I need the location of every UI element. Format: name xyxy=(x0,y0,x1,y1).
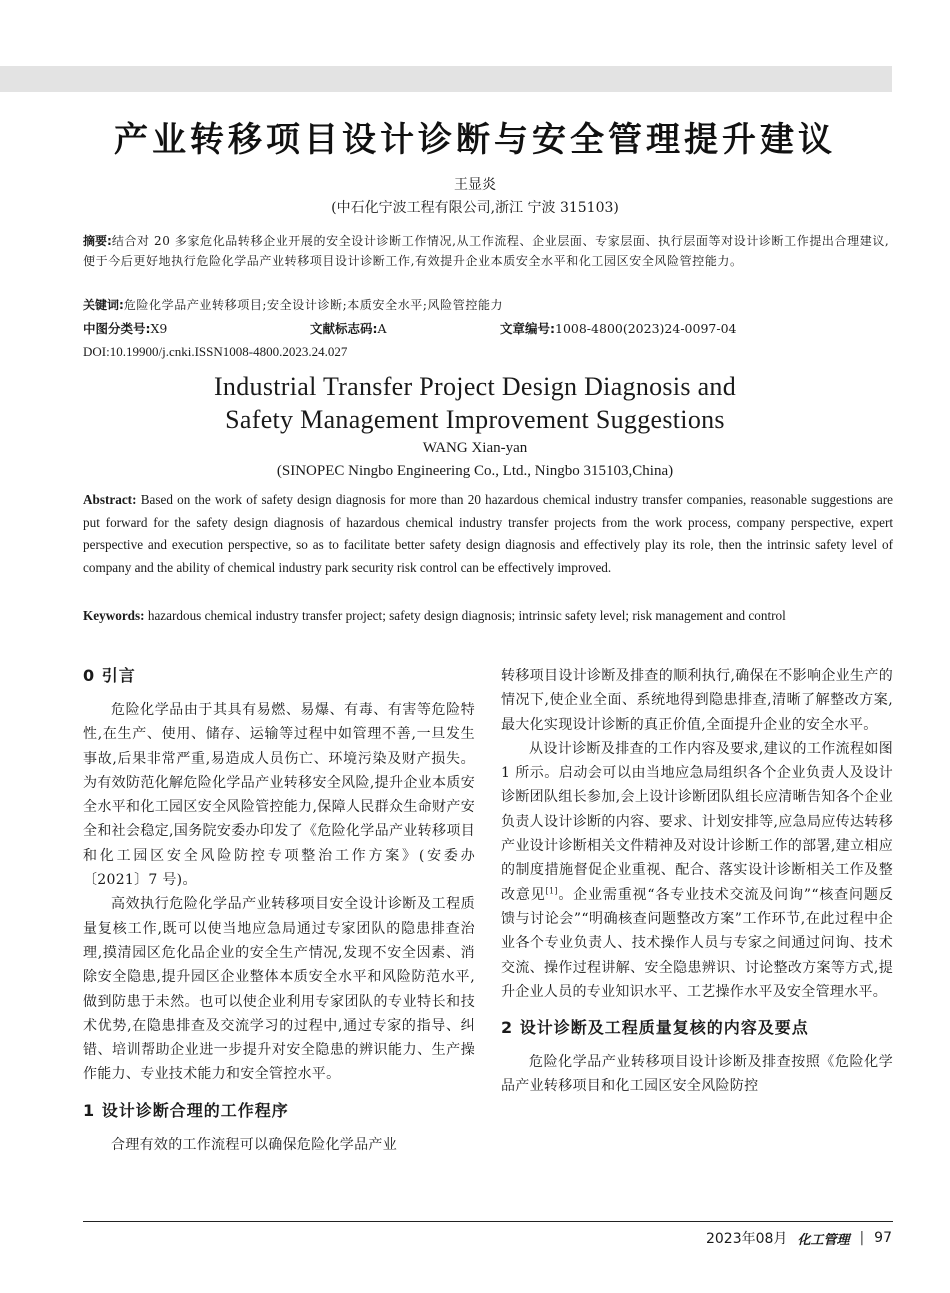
page-footer xyxy=(706,1228,892,1248)
footer-divider xyxy=(83,1221,893,1222)
paragraph-procedure-1-cont: 转移项目设计诊断及排查的顺利执行,确保在不影响企业生产的情况下,使企业全面、系统地得到隐患排查,清晰了解整改方案,最大化实现设计诊断的真正价值,全面提升企业的安全水平。 xyxy=(501,668,893,733)
document-code-label: 文献标志码: xyxy=(310,321,378,336)
keywords-cn xyxy=(83,295,893,315)
body-column-left xyxy=(83,664,475,1157)
section-heading-1: 1 设计诊断合理的工作程序 xyxy=(83,1100,289,1120)
abstract-cn xyxy=(83,231,893,271)
document-code xyxy=(310,319,387,337)
document-code-value: A xyxy=(377,321,387,336)
keywords-cn-label: 关键词: xyxy=(83,298,124,312)
author-en: WANG Xian-yan xyxy=(422,440,528,456)
title-cn: 产业转移项目设计诊断与安全管理提升建议 xyxy=(114,120,836,160)
keywords-en xyxy=(83,605,893,628)
keywords-en-text: hazardous chemical industry transfer project; safety design diagnosis; intrinsic safety level; risk management and control xyxy=(147,608,786,623)
author-cn: 王显炎 xyxy=(454,177,496,193)
abstract-cn-text: 结合对 20 多家危化品转移企业开展的安全设计诊断工作情况,从工作流程、企业层面、专家层面、执行层面等对设计诊断工作提出合理建议,便于今后更好地执行危险化学品产业转移项目设计诊断工作,有效提升企业本质安全水平和化工园区安全风险管控能力。 xyxy=(83,234,890,268)
abstract-en xyxy=(83,489,893,579)
affiliation-en: (SINOPEC Ningbo Engineering Co., Ltd., Ningbo 315103,China) xyxy=(276,463,674,479)
issue-date: 2023年08月 xyxy=(705,1231,788,1247)
paragraph-intro-1: 危险化学品由于其具有易燃、易爆、有毒、有害等危险特性,在生产、使用、储存、运输等过程中如管理不善,一旦发生事故,后果非常严重,易造成人员伤亡、环境污染及财产损失。为有效防范化解危险化学品产业转移安全风险,提升企业本质安全水平和化工园区安全风险管控能力,保障人民群众生命财产安全和社会稳定,国务院安委办印发了《危险化学品产业转移项目和化工园区安全风险防控专项整治工作方案》(安委办〔2021〕7 号)。 xyxy=(83,702,475,889)
clc-number xyxy=(83,319,167,337)
paragraph-content-1: 危险化学品产业转移项目设计诊断及排查按照《危险化学品产业转移项目和化工园区安全风险防控 xyxy=(501,1054,893,1095)
article-number xyxy=(500,319,736,337)
body-column-right xyxy=(501,664,893,1099)
header-bar xyxy=(0,66,892,92)
section-heading-2: 2 设计诊断及工程质量复核的内容及要点 xyxy=(501,1018,809,1038)
section-heading-0: 0 引言 xyxy=(83,666,136,685)
abstract-en-label: Abstract: xyxy=(83,492,137,507)
paragraph-procedure-2 xyxy=(501,737,893,1004)
clc-value: X9 xyxy=(150,321,168,336)
article-number-value: 1008-4800(2023)24-0097-04 xyxy=(555,321,737,336)
footer-separator: | xyxy=(859,1230,865,1246)
paragraph-procedure-2-part-b: 。企业需重视“各专业技术交流及问询”“核查问题反馈与讨论会”“明确核查问题整改方案”工作环节,在此过程中企业各个专业负责人、技术操作人员与专家之间通过问询、技术交流、操作过程讲解、安全隐患辨识、讨论整改方案等方式,提升企业人员的专业知识水平、工艺操作水平及安全管理水平。 xyxy=(501,886,894,1000)
doi: DOI:10.19900/j.cnki.ISSN1008-4800.2023.24.027 xyxy=(83,344,348,359)
paragraph-intro-2: 高效执行危险化学品产业转移项目安全设计诊断及工程质量复核工作,既可以使当地应急局通过专家团队的隐患排查治理,摸清园区危化品企业的安全生产情况,发现不安全因素、消除安全隐患,提升园区企业整体本质安全水平和风险防范水平,做到防患于未然。也可以使企业利用专家团队的专业特长和技术优势,在隐患排查及交流学习的过程中,通过专家的指导、纠错、培训帮助企业进一步提升对安全隐患的辨识能力、生产操作能力、专业技术能力和安全管控水平。 xyxy=(83,896,475,1083)
citation-1: [1] xyxy=(545,886,558,896)
affiliation-cn: (中石化宁波工程有限公司,浙江 宁波 315103) xyxy=(331,200,619,216)
title-en-line-1: Industrial Transfer Project Design Diagnosis and xyxy=(213,372,737,401)
title-en-line-2: Safety Management Improvement Suggestions xyxy=(225,405,725,434)
abstract-en-text: Based on the work of safety design diagnosis for more than 20 hazardous chemical industry transfer companies, reasonable suggestions are put forward for the safety design diagnosis of hazardous chemical industry transfer projects from the work process, company perspective, expert perspective and execution perspective, so as to facilitate better safety design diagnosis and effectively play its role, then the intrinsic safety level of company and the ability of chemical industry park security risk control can be effectively improved. xyxy=(83,492,894,575)
title-en xyxy=(0,370,950,436)
clc-label: 中图分类号: xyxy=(83,321,151,336)
keywords-en-label: Keywords: xyxy=(83,608,145,623)
journal-logo: 化工管理 xyxy=(797,1232,850,1248)
article-number-label: 文章编号: xyxy=(500,321,555,336)
abstract-cn-label: 摘要: xyxy=(83,234,112,248)
keywords-cn-text: 危险化学品产业转移项目;安全设计诊断;本质安全水平;风险管控能力 xyxy=(123,298,504,312)
paragraph-procedure-1: 合理有效的工作流程可以确保危险化学品产业 xyxy=(111,1136,397,1153)
page-number: 97 xyxy=(874,1230,892,1246)
paragraph-procedure-2-part-a: 从设计诊断及排查的工作内容及要求,建议的工作流程如图 1 所示。启动会可以由当地应急局组织各个企业负责人及设计诊断团队组长参加,会上设计诊断团队组长应清晰告知各个企业负责人设计诊断的内容、要求、计划安排等,应急局应传达转移产业设计诊断相关文件精神及对设计诊断工作的部署,建立相应的制度措施督促企业重视、配合、落实设计诊断相关工作及整改意见 xyxy=(501,740,893,903)
